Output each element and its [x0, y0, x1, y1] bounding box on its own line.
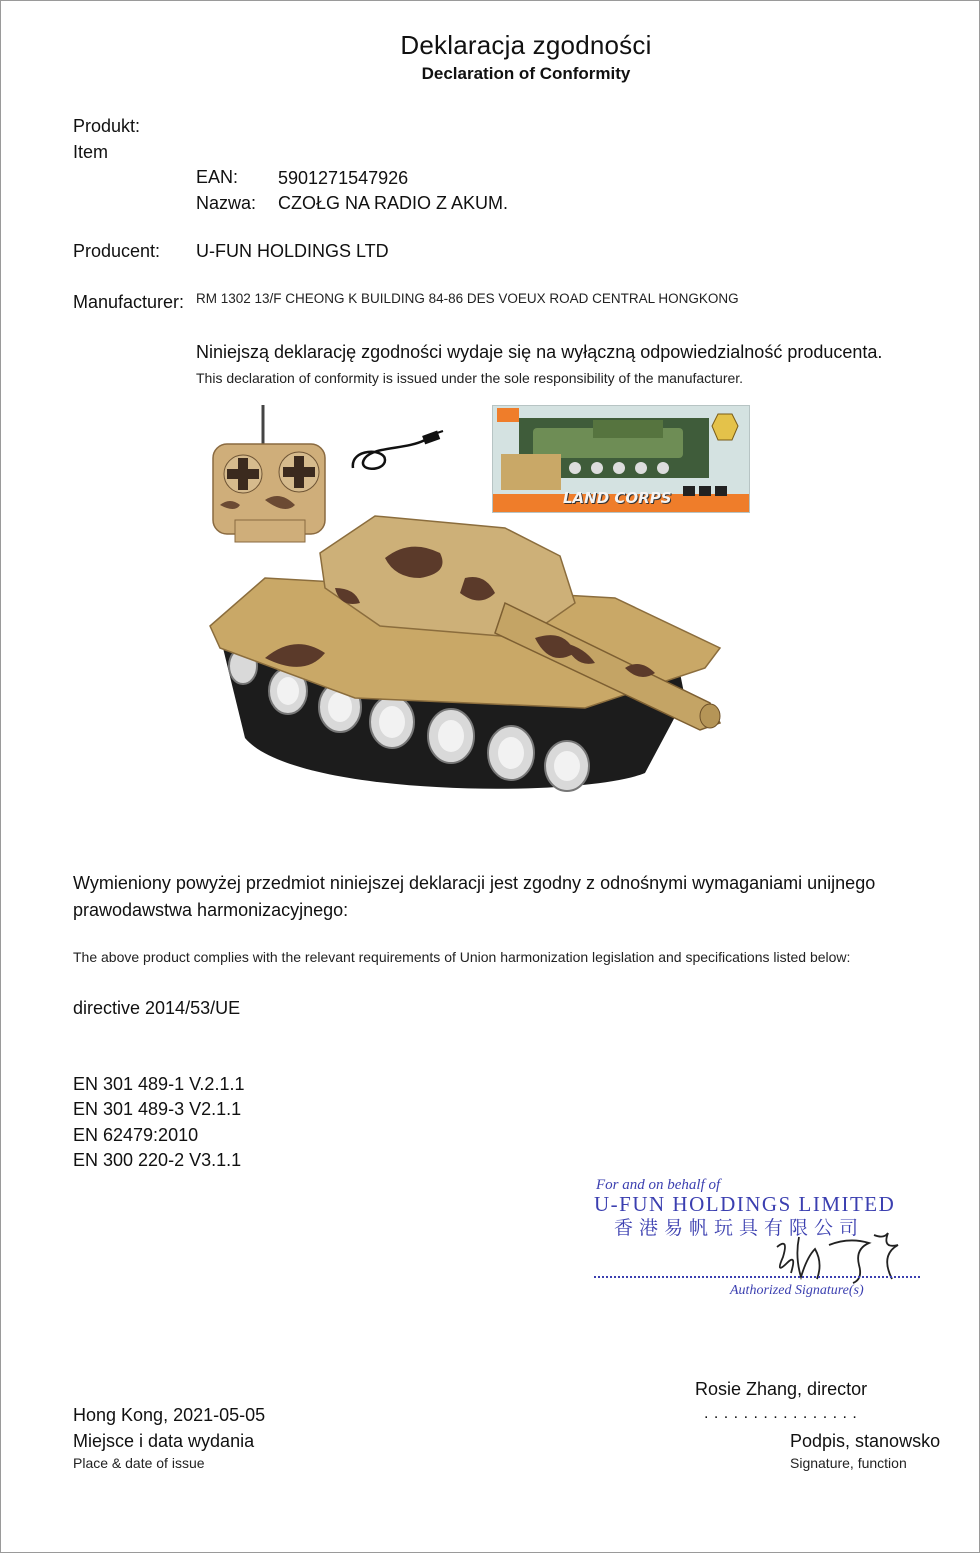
place-label-pl: Miejsce i data wydania: [73, 1431, 255, 1451]
charging-cable-image: [345, 428, 445, 478]
compliance-pl-line1: Wymieniony powyżej przedmiot niniejszej deklaracji jest zgodny z odnośnymi wymaganiami unijnego: [73, 873, 876, 893]
ean-value: 5901271547926: [278, 168, 409, 188]
signature-dots: . . . . . . . . . . . . . . . .: [704, 1405, 858, 1422]
product-label-pl: Produkt:: [73, 116, 141, 136]
product-label-en: Item: [73, 142, 109, 162]
standard-item: EN 301 489-3 V2.1.1: [73, 1099, 242, 1119]
responsibility-pl: Niniejszą deklarację zgodności wydaje się na wyłączną odpowiedzialność producenta.: [196, 342, 883, 362]
sign-label-en: Signature, function: [790, 1455, 907, 1471]
stamp-line1: For and on behalf of: [596, 1177, 721, 1193]
package-brand-text: LAND CORPS: [563, 489, 672, 507]
handwritten-signature: [769, 1227, 919, 1287]
compliance-pl-line2: prawodawstwa harmonizacyjnego:: [73, 900, 349, 920]
page-title: Deklaracja zgodności: [400, 30, 652, 60]
name-value: CZOŁG NA RADIO Z AKUM.: [278, 193, 509, 213]
stamp-chinese-name: 香港易帆玩具有限公司: [614, 1217, 865, 1239]
manufacturer-address: RM 1302 13/F CHEONG K BUILDING 84-86 DES VOEUX ROAD CENTRAL HONGKONG: [196, 291, 739, 306]
sign-label-pl: Podpis, stanowsko: [790, 1431, 941, 1451]
package-box-image: [492, 405, 750, 513]
standard-item: EN 62479:2010: [73, 1125, 199, 1145]
compliance-en: The above product complies with the relevant requirements of Union harmonization legislation and specifications listed below:: [73, 949, 851, 965]
directive: directive 2014/53/UE: [73, 998, 241, 1018]
producer-label-pl: Producent:: [73, 241, 161, 261]
manufacturer-label-en: Manufacturer:: [73, 292, 185, 312]
stamp-company-name: U-FUN HOLDINGS LIMITED: [594, 1192, 896, 1216]
standard-item: EN 301 489-1 V.2.1.1: [73, 1074, 245, 1094]
name-label: Nazwa:: [196, 193, 257, 213]
ean-label: EAN:: [196, 167, 239, 187]
standard-item: EN 300 220-2 V3.1.1: [73, 1150, 242, 1170]
tank-image: [205, 508, 725, 803]
page-subtitle: Declaration of Conformity: [421, 64, 631, 83]
signer-name: Rosie Zhang, director: [695, 1379, 868, 1399]
producer-name: U-FUN HOLDINGS LTD: [196, 241, 389, 261]
responsibility-en: This declaration of conformity is issued under the sole responsibility of the manufacturer.: [196, 370, 744, 386]
stamp-authorized-label: Authorized Signature(s): [730, 1283, 864, 1298]
company-stamp: [594, 1177, 924, 1302]
signature-dotted-line: [594, 1276, 920, 1278]
place-label-en: Place & date of issue: [73, 1455, 205, 1471]
place-date: Hong Kong, 2021-05-05: [73, 1405, 266, 1425]
